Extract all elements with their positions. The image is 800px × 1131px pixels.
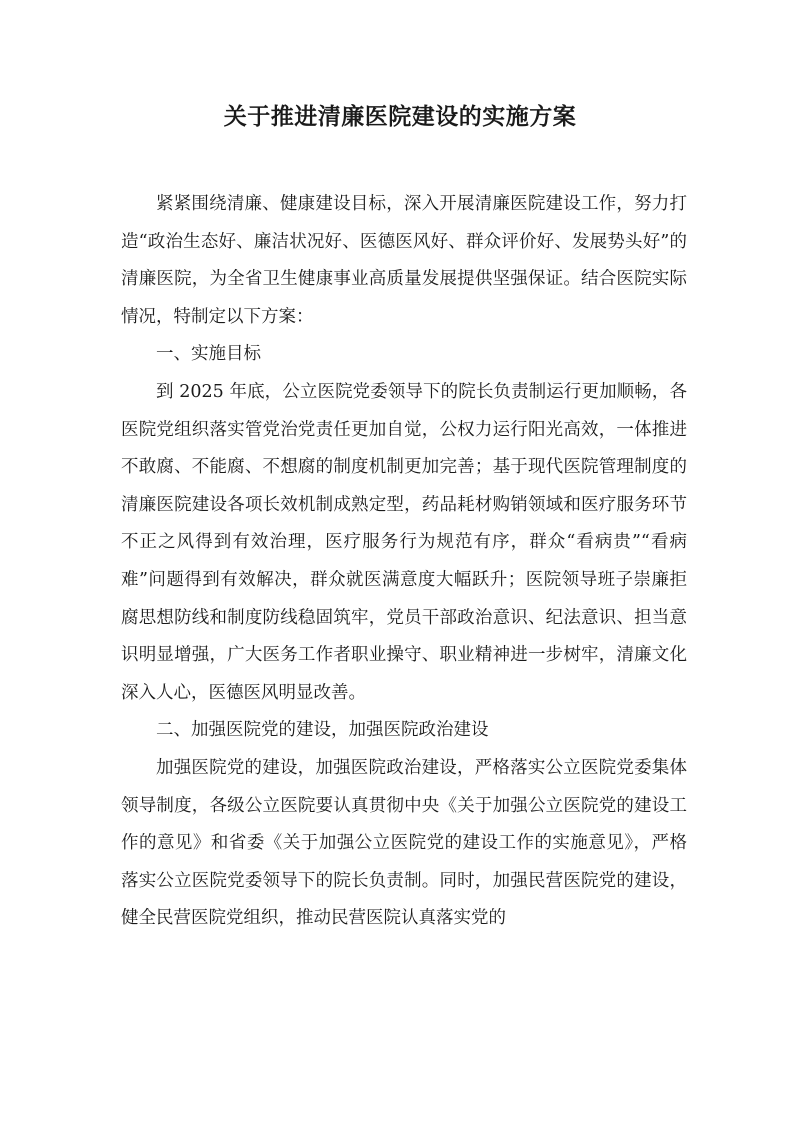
document-title: 关于推进清廉医院建设的实施方案 — [223, 104, 577, 130]
intro-paragraph: 紧紧围绕清廉、健康建设目标，深入开展清廉医院建设工作，努力打造“政治生态好、廉洁状况好、医德医风好、群众评价好、发展势头好”的清廉医院，为全省卫生健康事业高质量发展提供坚强保证。结合医院实际情况，特制定以下方案： — [121, 194, 687, 327]
party-building-paragraph: 加强医院党的建设，加强医院政治建设，严格落实公立医院党委集体领导制度，各级公立医院要认真贯彻中央《关于加强公立医院党的建设工作的意见》和省委《关于加强公立医院党的建设工作的实施意见》，严格落实公立医院党委领导下的院长负责制。同时，加强民营医院党的建设，健全民营医院党组织，推动民营医院认真落实党的 — [121, 757, 687, 929]
document-body — [121, 186, 687, 938]
section-heading-party-building: 二、加强医院党的建设，加强医院政治建设 — [156, 720, 489, 741]
objectives-paragraph: 到 2025 年底，公立医院党委领导下的院长负责制运行更加顺畅，各医院党组织落实管党治党责任更加自觉，公权力运行阳光高效，一体推进不敢腐、不能腐、不想腐的制度机制更加完善；基于现代医院管理制度的清廉医院建设各项长效机制成熟定型，药品耗材购销领域和医疗服务环节不正之风得到有效治理，医疗服务行为规范有序，群众“看病贵”“看病难”问题得到有效解决，群众就医满意度大幅跃升；医院领导班子崇廉拒腐思想防线和制度防线稳固筑牢，党员干部政治意识、纪法意识、担当意识明显增强，广大医务工作者职业操守、职业精神进一步树牢，清廉文化深入人心，医德医风明显改善。 — [121, 381, 687, 703]
section-heading-objectives: 一、实施目标 — [156, 344, 261, 365]
